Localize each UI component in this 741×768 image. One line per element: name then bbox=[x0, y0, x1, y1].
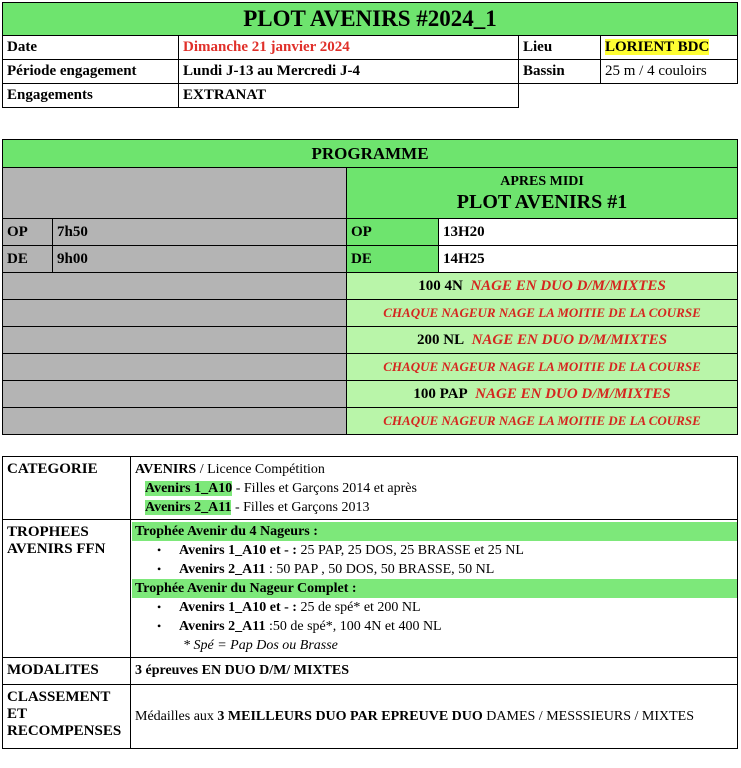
event-mode: NAGE EN DUO D/M/MIXTES bbox=[471, 331, 668, 348]
header-table bbox=[2, 2, 738, 108]
de-time: 14H25 bbox=[439, 246, 738, 273]
classement-label: CLASSEMENT ET RECOMPENSES bbox=[3, 685, 131, 749]
morning-op-time: 7h50 bbox=[53, 219, 347, 246]
trophy-4-nageurs-a2: • Avenirs 2_A11 : 50 PAP , 50 DOS, 50 BRASSE, 50 NL bbox=[157, 562, 495, 577]
trophy-4-nageurs-title: Trophée Avenir du 4 Nageurs : bbox=[132, 522, 737, 541]
session-name: PLOT AVENIRS #1 bbox=[456, 191, 628, 213]
de-label: DE bbox=[347, 246, 439, 273]
morning-de-time: 9h00 bbox=[53, 246, 347, 273]
programme-table bbox=[2, 139, 738, 435]
date-value: Dimanche 21 janvier 2024 bbox=[179, 36, 519, 60]
periode-value: Lundi J-13 au Mercredi J-4 bbox=[179, 60, 519, 84]
event-row bbox=[347, 381, 738, 408]
op-time: 13H20 bbox=[439, 219, 738, 246]
categorie-label: CATEGORIE bbox=[3, 457, 131, 520]
bullet-icon: • bbox=[157, 600, 162, 614]
periode-label: Période engagement bbox=[3, 60, 179, 84]
event-row bbox=[347, 273, 738, 300]
session-header bbox=[347, 168, 738, 219]
programme-title: PROGRAMME bbox=[3, 140, 738, 168]
morning-empty-cell bbox=[3, 273, 347, 300]
lieu-label: Lieu bbox=[519, 36, 601, 60]
modalites-value: 3 épreuves EN DUO D/M/ MIXTES bbox=[131, 658, 738, 685]
lieu-cell bbox=[601, 36, 738, 60]
morning-de-label: DE bbox=[3, 246, 53, 273]
session-label: APRES MIDI bbox=[500, 174, 584, 189]
morning-empty-cell bbox=[3, 381, 347, 408]
empty-cell bbox=[519, 84, 601, 108]
engagements-label: Engagements bbox=[3, 84, 179, 108]
event-mode: NAGE EN DUO D/M/MIXTES bbox=[475, 385, 671, 402]
event-note: CHAQUE NAGEUR NAGE LA MOITIE DE LA COURSE bbox=[347, 300, 738, 327]
trophy-nageur-complet-title: Trophée Avenir du Nageur Complet : bbox=[132, 579, 737, 598]
empty-cell bbox=[601, 84, 738, 108]
classement-value: Médailles aux 3 MEILLEURS DUO PAR EPREUVE DUO DAMES / MESSSIEURS / MIXTES bbox=[131, 685, 738, 749]
morning-empty-cell bbox=[3, 168, 347, 219]
lieu-value: LORIENT BDC bbox=[605, 39, 710, 55]
event-race: 100 4N bbox=[418, 277, 463, 294]
trophy-nageur-complet-a1: • Avenirs 1_A10 et - : 25 de spé* et 200 NL bbox=[157, 600, 421, 615]
event-race: 200 NL bbox=[416, 331, 465, 348]
bullet-icon: • bbox=[157, 543, 162, 557]
categorie-avenirs1: Avenirs 1_A10 - Filles et Garçons 2014 et après bbox=[145, 481, 417, 496]
event-note: CHAQUE NAGEUR NAGE LA MOITIE DE LA COURSE bbox=[347, 354, 738, 381]
trophy-4-nageurs-a1: • Avenirs 1_A10 et - : 25 PAP, 25 DOS, 25 BRASSE et 25 NL bbox=[157, 543, 524, 558]
categorie-content bbox=[131, 457, 738, 520]
date-label: Date bbox=[3, 36, 179, 60]
bassin-label: Bassin bbox=[519, 60, 601, 84]
engagements-value: EXTRANAT bbox=[179, 84, 519, 108]
bassin-value: 25 m / 4 couloirs bbox=[601, 60, 738, 84]
morning-empty-cell bbox=[3, 408, 347, 435]
trophees-label: TROPHEES AVENIRS FFN bbox=[3, 520, 131, 658]
bullet-icon: • bbox=[157, 619, 162, 633]
morning-empty-cell bbox=[3, 300, 347, 327]
rules-table bbox=[2, 456, 738, 749]
trophees-content bbox=[131, 520, 738, 658]
trophy-nageur-complet-a2: • Avenirs 2_A11 :50 de spé*, 100 4N et 400 NL bbox=[157, 619, 442, 634]
modalites-label: MODALITES bbox=[3, 658, 131, 685]
event-mode: NAGE EN DUO D/M/MIXTES bbox=[470, 277, 666, 294]
categorie-main: AVENIRS / Licence Compétition bbox=[135, 462, 325, 477]
page-title: PLOT AVENIRS #2024_1 bbox=[3, 3, 738, 36]
bullet-icon: • bbox=[157, 562, 162, 576]
event-note: CHAQUE NAGEUR NAGE LA MOITIE DE LA COURSE bbox=[347, 408, 738, 435]
event-race: 100 PAP bbox=[413, 385, 468, 402]
morning-op-label: OP bbox=[3, 219, 53, 246]
morning-empty-cell bbox=[3, 354, 347, 381]
morning-empty-cell bbox=[3, 327, 347, 354]
event-row bbox=[347, 327, 738, 354]
categorie-avenirs2: Avenirs 2_A11 - Filles et Garçons 2013 bbox=[145, 500, 370, 515]
spe-note: * Spé = Pap Dos ou Brasse bbox=[183, 638, 338, 653]
op-label: OP bbox=[347, 219, 439, 246]
